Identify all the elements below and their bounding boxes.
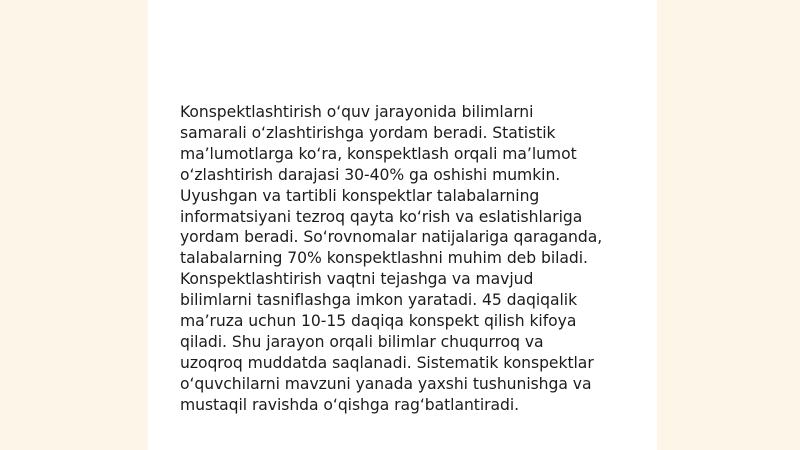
- text-line: o‘zlashtirish darajasi 30-40% ga oshishi mumkin.: [180, 165, 561, 184]
- text-line: ma’ruza uchun 10-15 daqiqa konspekt qilish kifoya: [180, 312, 577, 331]
- text-line: Konspektlashtirish o‘quv jarayonida bilimlarni: [180, 103, 534, 121]
- text-line: informatsiyani tezroq qayta ko‘rish va eslatishlariga: [180, 207, 583, 226]
- text-line: Konspektlashtirish vaqtni tejashga va mavjud: [180, 270, 534, 289]
- document-page: [148, 0, 657, 450]
- text-line: samarali o‘zlashtirishga yordam beradi. Statistik: [180, 123, 556, 142]
- text-line: qiladi. Shu jarayon orqali bilimlar chuqurroq va: [180, 332, 544, 351]
- text-line: o‘quvchilarni mavzuni yanada yaxshi tushunishga va: [180, 374, 592, 393]
- text-line: bilimlarni tasniflashga imkon yaratadi. 45 daqiqalik: [180, 291, 578, 310]
- text-line: Uyushgan va tartibli konspektlar talabalarning: [180, 186, 540, 205]
- text-line: ma’lumotlarga ko‘ra, konspektlash orqali ma’lumot: [180, 144, 577, 163]
- text-line: uzoqroq muddatda saqlanadi. Sistematik konspektlar: [180, 353, 594, 372]
- body-paragraph: [180, 102, 630, 416]
- text-line: yordam beradi. So‘rovnomalar natijalariga qaraganda,: [180, 228, 603, 247]
- text-line: mustaqil ravishda o‘qishga rag‘batlantiradi.: [180, 395, 520, 414]
- text-line: talabalarning 70% konspektlashni muhim deb biladi.: [180, 249, 588, 268]
